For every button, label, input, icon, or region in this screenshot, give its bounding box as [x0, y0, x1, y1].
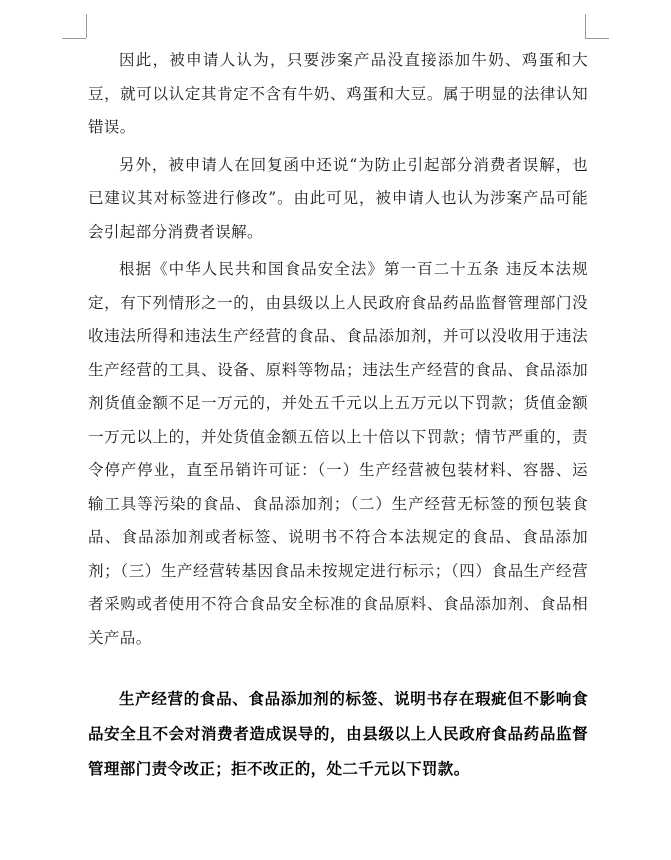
paragraph-legal-misunderstanding: 因此，被申请人认为，只要涉案产品没直接添加牛奶、鸡蛋和大豆，就可以认定其肯定不含有牛奶、鸡蛋和大豆。属于明显的法律认知错误。	[88, 51, 588, 136]
paragraph-reply-letter: 另外，被申请人在回复函中还说“为防止引起部分消费者误解，也已建议其对标签进行修改”。由此可见，被申请人也认为涉案产品可能会引起部分消费者误解。	[88, 155, 588, 241]
crop-mark-top-right	[585, 14, 586, 38]
document-body	[88, 44, 588, 786]
crop-mark-top-left	[86, 14, 87, 38]
crop-mark-top-right	[585, 38, 609, 39]
paragraph-food-safety-law-article-125: 根据《中华人民共和国食品安全法》第一百二十五条 违反本法规定，有下列情形之一的，由县级以上人民政府食品药品监督管理部门没收违法所得和违法生产经营的食品、食品添加剂，并可以没收用于违法生产经营的工具、设备、原料等物品；违法生产经营的食品、食品添加剂货值金额不足一万元的，并处五千元以上五万元以下罚款；货值金额一万元以上的，并处货值金额五倍以上十倍以下罚款；情节严重的，责令停产停业，直至吊销许可证：（一）生产经营被包装材料、容器、运输工具等污染的食品、食品添加剂；（二）生产经营无标签的预包装食品、食品添加剂或者标签、说明书不符合本法规定的食品、食品添加剂；（三）生产经营转基因食品未按规定进行标示；（四）食品生产经营者采购或者使用不符合食品安全标准的食品原料、食品添加剂、食品相关产品。	[88, 260, 588, 647]
paragraph-label-defect-provision: 生产经营的食品、食品添加剂的标签、说明书存在瑕疵但不影响食品安全且不会对消费者造成误导的，由县级以上人民政府食品药品监督管理部门责令改正；拒不改正的，处二千元以下罚款。	[88, 689, 588, 778]
crop-mark-top-left	[62, 38, 86, 39]
